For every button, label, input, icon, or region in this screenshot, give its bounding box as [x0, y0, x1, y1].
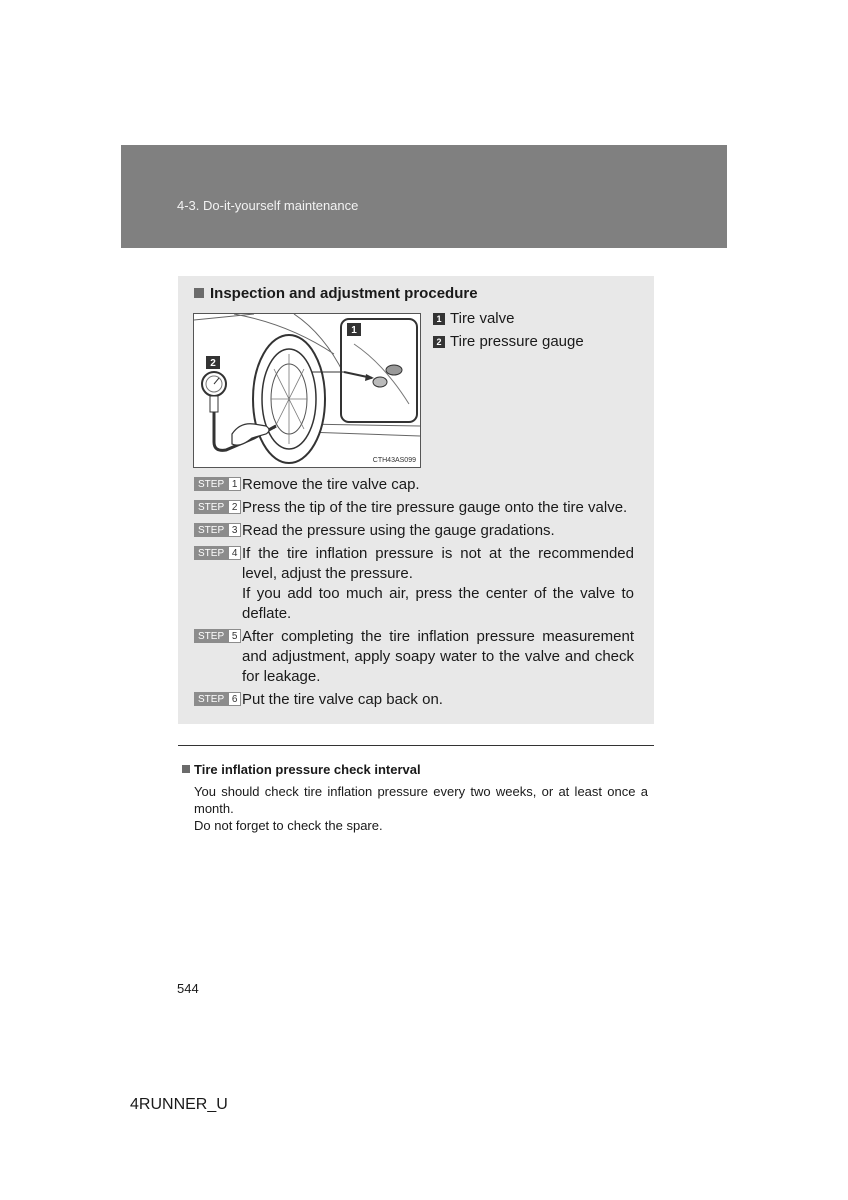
tire-gauge-illustration	[193, 313, 421, 468]
step-text: If the tire inflation pressure is not at the recommended level, adjust the pressure.	[242, 545, 634, 582]
legend-item: 1 Tire valve	[433, 310, 584, 333]
step-tag: STEP 6	[194, 692, 241, 706]
square-bullet-icon	[182, 765, 190, 773]
callout-badge: 2	[433, 336, 445, 348]
step-tag: STEP 3	[194, 523, 241, 537]
step-tag: STEP 1	[194, 477, 241, 491]
page-number: 544	[177, 981, 199, 996]
step-text: Read the pressure using the gauge gradations.	[242, 522, 555, 539]
step-item	[194, 690, 634, 710]
callout-legend	[433, 310, 584, 356]
note-line: You should check tire inflation pressure every two weeks, or at least once a month.	[194, 784, 648, 816]
step-item	[194, 627, 634, 687]
step-text: Press the tip of the tire pressure gauge onto the tire valve.	[242, 499, 628, 516]
note-body	[182, 783, 648, 834]
illustration-drawing	[194, 314, 420, 467]
step-tag: STEP 4	[194, 546, 241, 560]
note-line: Do not forget to check the spare.	[194, 818, 383, 833]
step-tag: STEP 2	[194, 500, 241, 514]
note-title: Tire inflation pressure check interval	[182, 762, 648, 777]
callout-badge: 1	[433, 313, 445, 325]
step-text: Put the tire valve cap back on.	[242, 691, 443, 708]
step-item	[194, 521, 634, 541]
procedure-panel	[178, 276, 654, 724]
note-section	[182, 762, 648, 834]
step-text: Remove the tire valve cap.	[242, 476, 420, 493]
step-list	[194, 475, 634, 713]
panel-title: Inspection and adjustment procedure	[194, 285, 478, 302]
step-item	[194, 498, 634, 518]
svg-text:2: 2	[210, 358, 216, 369]
step-text: After completing the tire inflation pressure measurement and adjustment, apply soapy water to the valve and check for leakage.	[242, 628, 634, 685]
figure-code: CTH43AS099	[372, 457, 416, 464]
footer-model-code: 4RUNNER_U	[130, 1096, 228, 1113]
legend-item: 2 Tire pressure gauge	[433, 333, 584, 356]
svg-text:1: 1	[351, 325, 357, 336]
section-header	[121, 145, 727, 248]
step-tag: STEP 5	[194, 629, 241, 643]
divider	[178, 745, 654, 746]
step-item	[194, 544, 634, 624]
section-title: 4-3. Do-it-yourself maintenance	[177, 198, 359, 213]
step-text: If you add too much air, press the center of the valve to deflate.	[242, 585, 634, 622]
step-item	[194, 475, 634, 495]
square-bullet-icon	[194, 288, 204, 298]
